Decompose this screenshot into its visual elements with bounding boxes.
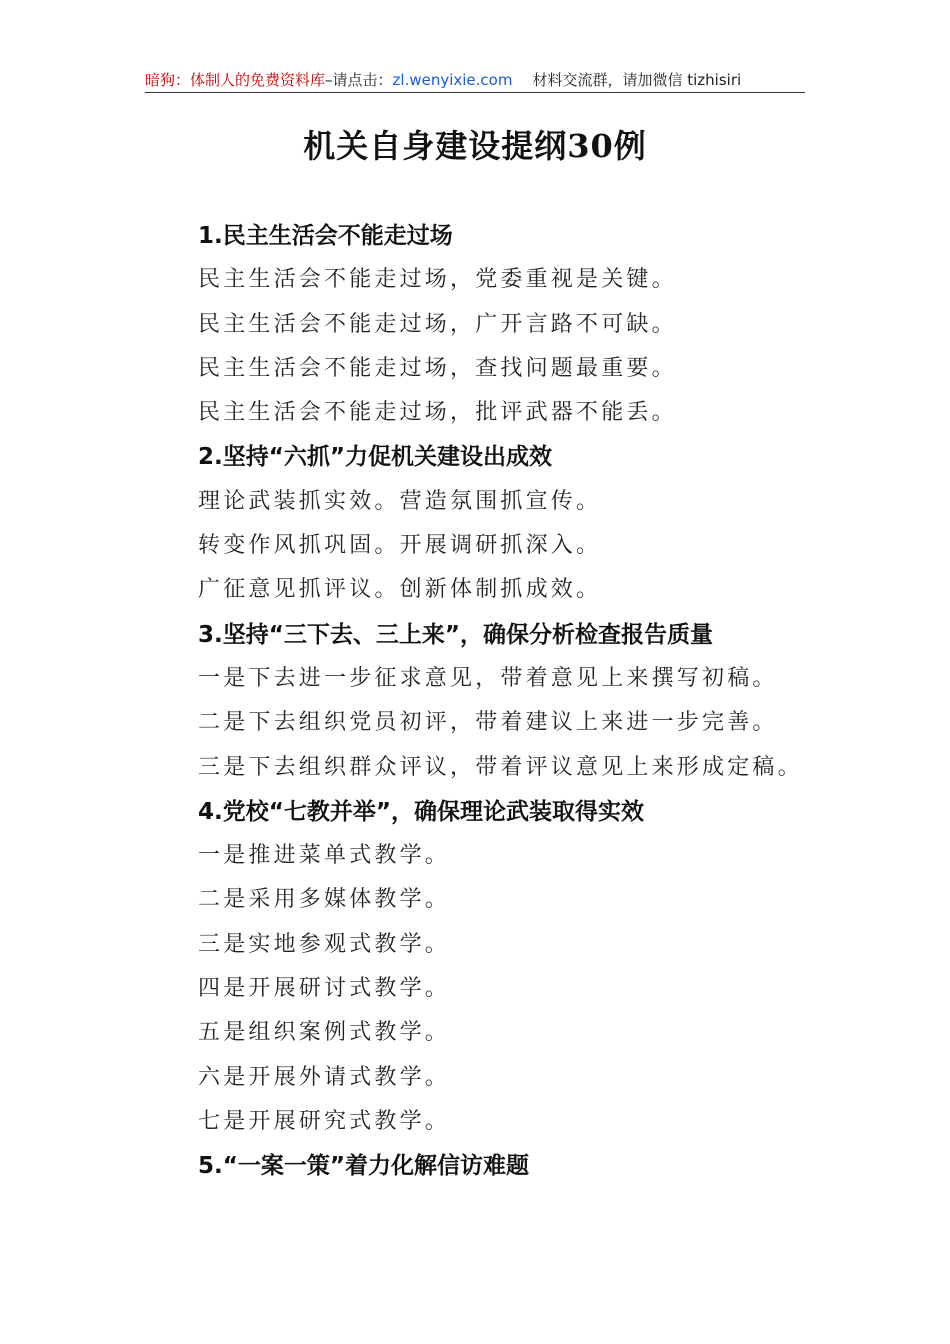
section-line: 四是开展研讨式教学。 [198, 976, 451, 1002]
section-line: 七是开展研究式教学。 [198, 1108, 451, 1134]
section-heading: 5.“一案一策”着力化解信访难题 [198, 1153, 529, 1180]
section-line: 民主生活会不能走过场，广开言路不可缺。 [198, 311, 677, 337]
section-line: 理论武装抓实效。营造氛围抓宣传。 [198, 488, 602, 514]
section-line: 一是推进菜单式教学。 [198, 843, 451, 869]
section-line: 一是下去进一步征求意见，带着意见上来撰写初稿。 [198, 665, 778, 691]
header-link[interactable]: zl.wenyixie.com [392, 71, 513, 89]
section-line: 三是实地参观式教学。 [198, 931, 451, 957]
header-group-info: 材料交流群，请加微信 tizhisiri [532, 71, 742, 89]
section-line: 六是开展外请式教学。 [198, 1064, 451, 1090]
document-title: 机关自身建设提纲30例 [303, 127, 647, 165]
section-line: 二是下去组织党员初评，带着建议上来进一步完善。 [198, 710, 778, 736]
section-heading: 3.坚持“三下去、三上来”，确保分析检查报告质量 [198, 621, 713, 648]
section-heading: 4.党校“七教并举”，确保理论武装取得实效 [198, 798, 644, 825]
section-line: 五是组织案例式教学。 [198, 1020, 451, 1046]
header-click-prefix: –请点击： [325, 71, 393, 89]
section-heading: 2.坚持“六抓”力促机关建设出成效 [198, 444, 552, 471]
header-brand: 暗狗：体制人的免费资料库 [145, 71, 326, 89]
page-header [145, 68, 805, 93]
section-line: 民主生活会不能走过场，批评武器不能丢。 [198, 400, 677, 426]
section-heading: 1.民主生活会不能走过场 [198, 223, 453, 249]
document-body [198, 214, 818, 1189]
section-line: 三是下去组织群众评议，带着评议意见上来形成定稿。 [198, 754, 803, 780]
section-line: 民主生活会不能走过场，查找问题最重要。 [198, 355, 677, 381]
section-line: 二是采用多媒体教学。 [198, 887, 451, 913]
section-line: 转变作风抓巩固。开展调研抓深入。 [198, 533, 602, 559]
section-line: 民主生活会不能走过场，党委重视是关键。 [198, 267, 677, 293]
section-line: 广征意见抓评议。创新体制抓成效。 [198, 577, 602, 603]
